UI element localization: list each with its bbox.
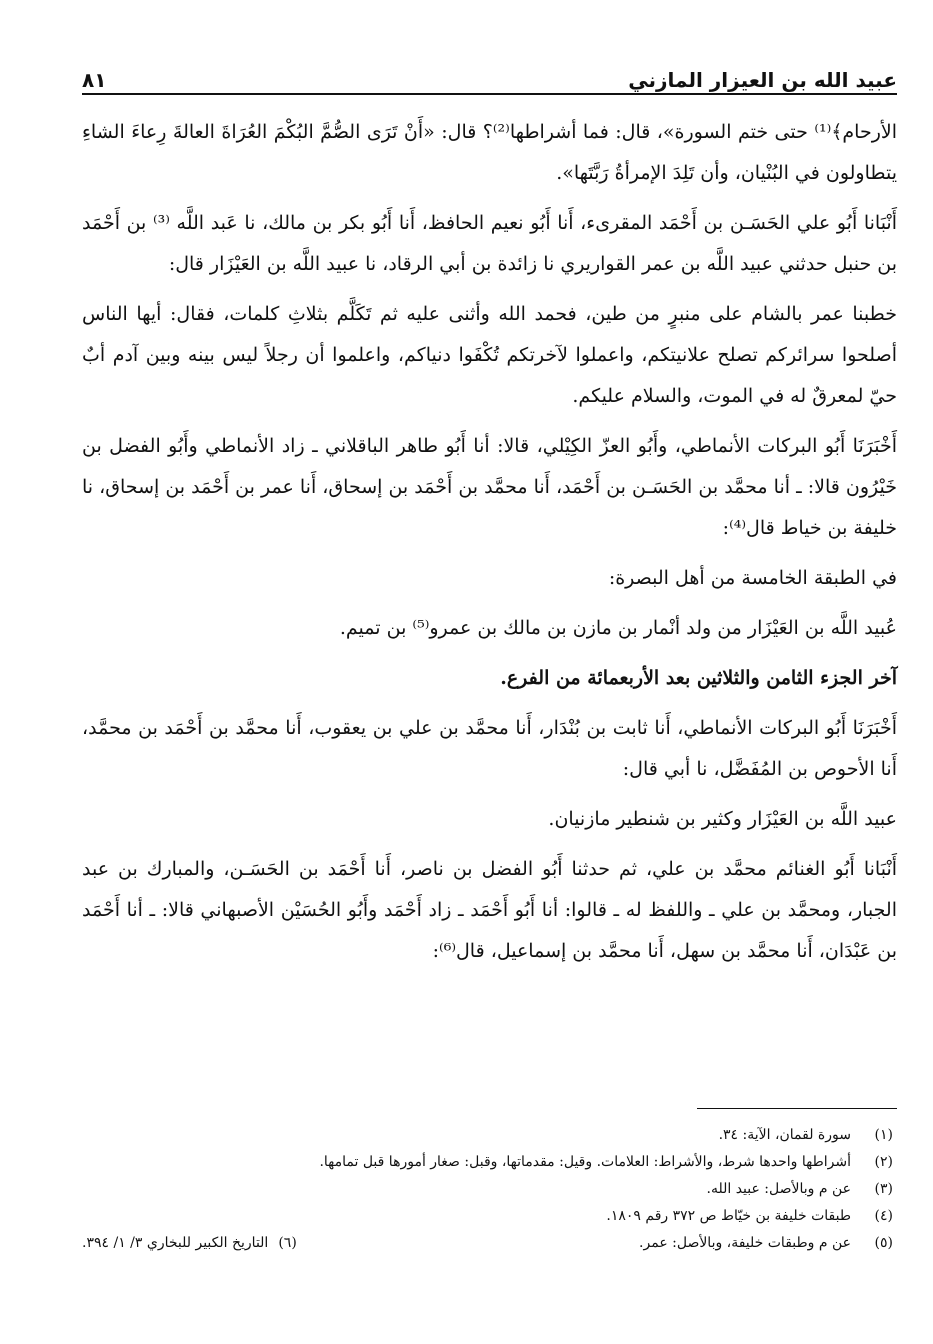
paragraph — [82, 294, 897, 417]
paragraph — [82, 849, 897, 972]
footnote-text: طبقات خليفة بن خيّاط ص ٣٧٢ رقم ١٨٠٩. — [606, 1208, 851, 1224]
text-line: محمَّد بن أَحْمَد بن محمَّد، أَنا الأحوص بن المُفَضَّل، نا أبي قال: — [82, 717, 897, 780]
text-line: واعلموا أن رجلاً ليس بينه وبين آدم أبٌ حيّ لمعرقٌ له في الموت، والسلام عليكم. — [82, 344, 897, 407]
text-line: الأنماطي وأَبُو الفضل بن خَيْرُون قالا: ـ أنا محمَّد بن الحَسَـن بن أَحْمَد، أَنا محمَّد بن — [82, 435, 897, 498]
footnote-number: (٣) — [874, 1181, 893, 1197]
text-line: العالةَ رِعاءَ الشاءِ يتطاولون في البُنْيان، وأن تَلِدَ الإمرأةُ رَبَّتَها». — [82, 121, 897, 184]
text-line: في الطبقة الخامسة من أهل البصرة: — [608, 567, 897, 589]
paragraph — [82, 203, 897, 285]
text-line: والمبارك بن عبد الجبار، ومحمَّد بن علي ـ واللفظ له ـ قالوا: أنا أَبُو أَحْمَد ـ زاد أَحْمَد وأَبُو — [82, 858, 897, 921]
footnote-text: التاريخ الكبير للبخاري ٣/ ١/ ٣٩٤. — [82, 1235, 269, 1251]
paragraph — [82, 558, 897, 599]
footnote — [82, 1176, 893, 1203]
paragraph — [82, 608, 897, 649]
text-line: أَحْمَد بن إسحاق، أَنا عمر بن أَحْمَد بن إسحاق، نا خليفة بن خياط قال⁽⁴⁾: — [82, 476, 897, 539]
main-text — [82, 112, 897, 981]
text-line: آخر الجزء الثامن والثلاثين بعد الأربعمائة من الفرع. — [500, 667, 897, 689]
footnotes — [82, 1122, 893, 1257]
text-line: نا عبيد اللَّه بن العَيْزَار قال: — [168, 253, 377, 275]
text-line: نا عَبد اللَّه ⁽³⁾ بن أَحْمَد بن حنبل حدثني عبيد اللَّه بن عمر القواريري نا زائدة بن أبي الرقاد، — [82, 212, 897, 275]
text-line: خطبنا عمر بالشام على منبرٍ من طين، فحمد الله وأثنى عليه ثم تَكَلَّم بثلاثِ كلمات، — [223, 303, 897, 325]
footnote-text: عن م وبالأصل: عبيد الله. — [706, 1181, 851, 1197]
paragraph — [82, 708, 897, 790]
footnote-text: سورة لقمان، الآية: ٣٤. — [718, 1127, 851, 1143]
footnote-number: (١) — [874, 1127, 893, 1143]
paragraph — [82, 112, 897, 194]
text-line: عبيد اللَّه بن العَيْزَار وكثير بن شنطير مازنيان. — [548, 808, 897, 830]
text-line: أَخْبَرَنَا أَبُو البركات الأنماطي، أَنا ثابت بن بُنْدَار، أَنا محمَّد بن علي بن يعقوب، أَنا — [285, 717, 897, 739]
footnote-number: (٢) — [874, 1154, 893, 1170]
text-line: قال⁽⁶⁾: — [432, 940, 485, 962]
footnote — [82, 1230, 893, 1257]
footnote — [82, 1122, 893, 1149]
footnote-number: (٥) — [874, 1235, 893, 1251]
text-line: الأرحام﴾⁽¹⁾ حتى ختم السورة»، قال: فما أشراطها⁽²⁾؟ قال: «أَنْ تَرَى الصُّمَّ البُكْمَ العُرَاةَ — [221, 121, 897, 143]
footnote-number: (٦) — [278, 1235, 297, 1251]
footnote — [82, 1149, 893, 1176]
paragraph — [82, 799, 897, 840]
page-number: ٨١ — [82, 68, 107, 92]
running-header — [82, 58, 897, 92]
text-line: أَنْبَانا أَبُو الغنائم محمَّد بن علي، ثم حدثنا أَبُو الفضل بن ناصر، أَنا أَحْمَد بن الحَسَـن، — [223, 858, 898, 880]
running-title: عبيد الله بن العيزار المازني — [628, 68, 897, 92]
header-rule — [82, 93, 897, 95]
footnote — [82, 1203, 893, 1230]
footnote-number: (٤) — [874, 1208, 893, 1224]
footnote-rule — [697, 1108, 897, 1109]
text-line: عُبيد اللَّه بن العَيْزَار من ولد أنْمار بن مازن بن مالك بن عمرو⁽⁵⁾ بن تميم. — [339, 617, 897, 639]
paragraph — [82, 426, 897, 549]
text-line: أَنْبَانا أَبُو علي الحَسَـن بن أَحْمَد المقرىء، أَنا أَبُو نعيم الحافظ، أَنا أَبُو بكر بن مالك، — [262, 212, 897, 234]
text-line: فقال: أيها الناس أصلحوا سرائركم تصلح علانيتكم، واعملوا لآخرتكم تُكْفَوا دنياكم، — [82, 303, 897, 366]
footnote-text: عن م وطبقات خليفة، وبالأصل: عمر. — [639, 1235, 851, 1251]
footnote-text: أشراطها واحدها شرط، والأشراط: العلامات. وقيل: مقدماتها، وقبل: صغار أمورها قبل تمامها. — [319, 1154, 851, 1170]
text-line: أَخْبَرَنَا أَبُو البركات الأنماطي، وأَبُو العزّ الكِيْلي، قالا: أنا أَبُو طاهر الباقلاني ـ زاد — [281, 435, 897, 457]
paragraph — [82, 658, 897, 699]
text-line: الحُسَيْن الأصبهاني قالا: ـ أنا أَحْمَد بن عَبْدَان، أَنا محمَّد بن سهل، أَنا محمَّد بن إسماعيل، — [82, 899, 897, 962]
